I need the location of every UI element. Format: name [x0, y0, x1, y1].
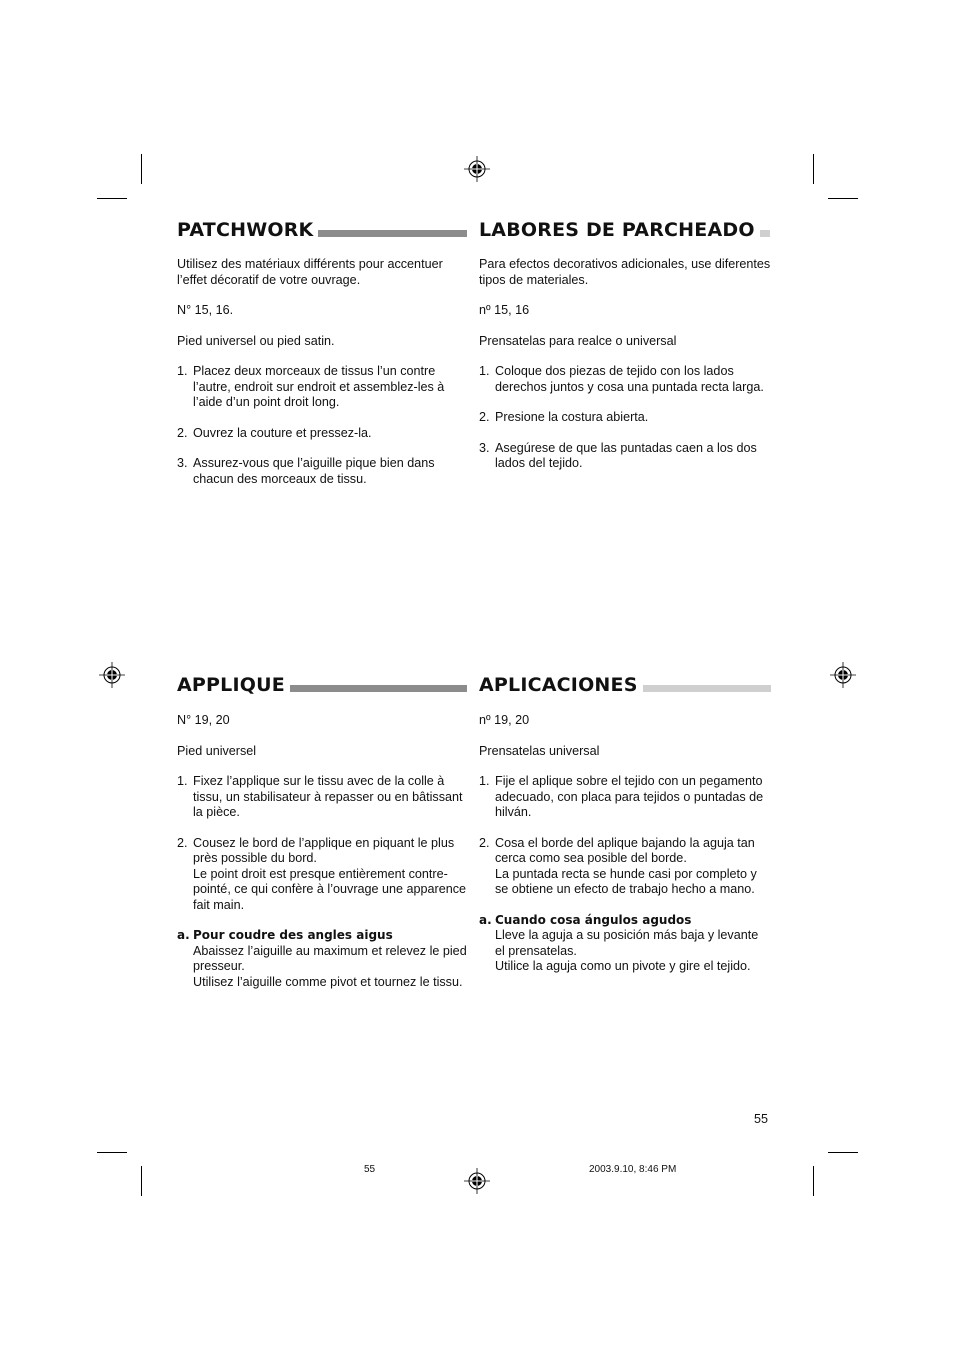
intro-text: Para efectos decorativos adicionales, use diferentes tipos de materiales.	[479, 257, 771, 287]
list-item: 3. Asegúrese de que las puntadas caen a los dos lados del tejido.	[479, 440, 757, 470]
crop-mark-top-left-vertical	[141, 154, 142, 184]
registration-mark-icon	[830, 662, 856, 688]
crop-mark-top-left-horizontal	[97, 198, 127, 199]
presser-foot: Pied universel ou pied satin.	[177, 333, 335, 348]
registration-mark-icon	[99, 662, 125, 688]
list-item: 2. Cousez le bord de l’applique en piquant le plus près possible du bord. Le point droit est presque entièrement contre-pointé, ce qui confère à l’ouvrage une apparence fait main.	[177, 835, 467, 912]
stitch-numbers: N° 15, 16.	[177, 303, 234, 317]
crop-mark-top-right-horizontal	[828, 198, 858, 199]
footer-page: 55	[364, 1164, 376, 1175]
registration-mark-icon	[464, 156, 490, 182]
sub-item: a. Cuando cosa ángulos agudos Lleve la aguja a su posición más baja y levante el prensatelas. Utilice la aguja como un pivote y gire el tejido.	[479, 913, 771, 975]
section-title: APPLIQUE	[177, 674, 285, 696]
heading-rule	[290, 685, 467, 692]
crop-mark-bottom-left-horizontal	[97, 1152, 127, 1153]
registration-mark-icon	[464, 1168, 490, 1194]
stitch-numbers: N° 19, 20	[177, 713, 230, 727]
heading-rule	[318, 230, 467, 237]
crop-mark-top-right-vertical	[813, 154, 814, 184]
crop-mark-bottom-right-horizontal	[828, 1152, 858, 1153]
sub-item: a. Pour coudre des angles aigus Abaissez l’aiguille au maximum et relevez le pied presseur. Utilisez l’aiguille comme pivot et tournez le tissu.	[177, 928, 467, 989]
sub-item-title: Pour coudre des angles aigus	[193, 928, 393, 942]
section-heading	[177, 671, 467, 695]
sub-item-title: Cuando cosa ángulos agudos	[495, 912, 692, 927]
section-title: PATCHWORK	[177, 219, 314, 241]
heading-rule	[760, 230, 770, 237]
section-title: LABORES DE PARCHEADO	[479, 219, 755, 241]
list-item: 2. Ouvrez la couture et pressez-la.	[177, 425, 372, 440]
crop-mark-bottom-left-vertical	[141, 1166, 142, 1196]
list-item: 2. Cosa el borde del aplique bajando la aguja tan cerca como sea posible del borde. La puntada recta se hunde casi por completo y se obtiene un efecto de trabajo hecho a mano.	[479, 835, 757, 896]
section-title: APLICACIONES	[479, 674, 638, 696]
presser-foot: Prensatelas para realce o universal	[479, 333, 677, 348]
list-item: 1. Fije el aplique sobre el tejido con un pegamento adecuado, con placa para tejidos o puntadas de hilván.	[479, 774, 764, 819]
section-heading	[177, 216, 467, 240]
patchwork-section	[177, 216, 467, 487]
parcheado-section	[479, 216, 771, 472]
heading-rule	[643, 685, 771, 692]
section-heading	[479, 671, 771, 695]
stitch-numbers: nº 19, 20	[479, 713, 530, 727]
applique-section	[177, 671, 467, 990]
aplicaciones-section	[479, 671, 771, 975]
list-item: 2. Presione la costura abierta.	[479, 410, 649, 424]
list-item: 1. Coloque dos piezas de tejido con los lados derechos juntos y cosa una puntada recta larga.	[479, 364, 764, 394]
section-heading	[479, 216, 771, 240]
list-item: 3. Assurez-vous que l’aiguille pique bien dans chacun des morceaux de tissu.	[177, 456, 435, 486]
stitch-numbers: nº 15, 16	[479, 303, 530, 317]
presser-foot: Pied universel	[177, 743, 257, 758]
list-item: 1. Fixez l’applique sur le tissu avec de la colle à tissu, un stabilisateur à repasser ou en bâtissant la pièce.	[177, 774, 463, 819]
crop-mark-bottom-right-vertical	[813, 1166, 814, 1196]
footer-timestamp: 2003.9.10, 8:46 PM	[589, 1164, 677, 1175]
page-number: 55	[753, 1112, 768, 1126]
intro-text: Utilisez des matériaux différents pour accentuer l’effet décoratif de votre ouvrage.	[177, 257, 443, 287]
list-item: 1. Placez deux morceaux de tissus l’un contre l’autre, endroit sur endroit et assemblez-les à l’aide d’un point droit long.	[177, 364, 445, 409]
presser-foot: Prensatelas universal	[479, 743, 600, 758]
